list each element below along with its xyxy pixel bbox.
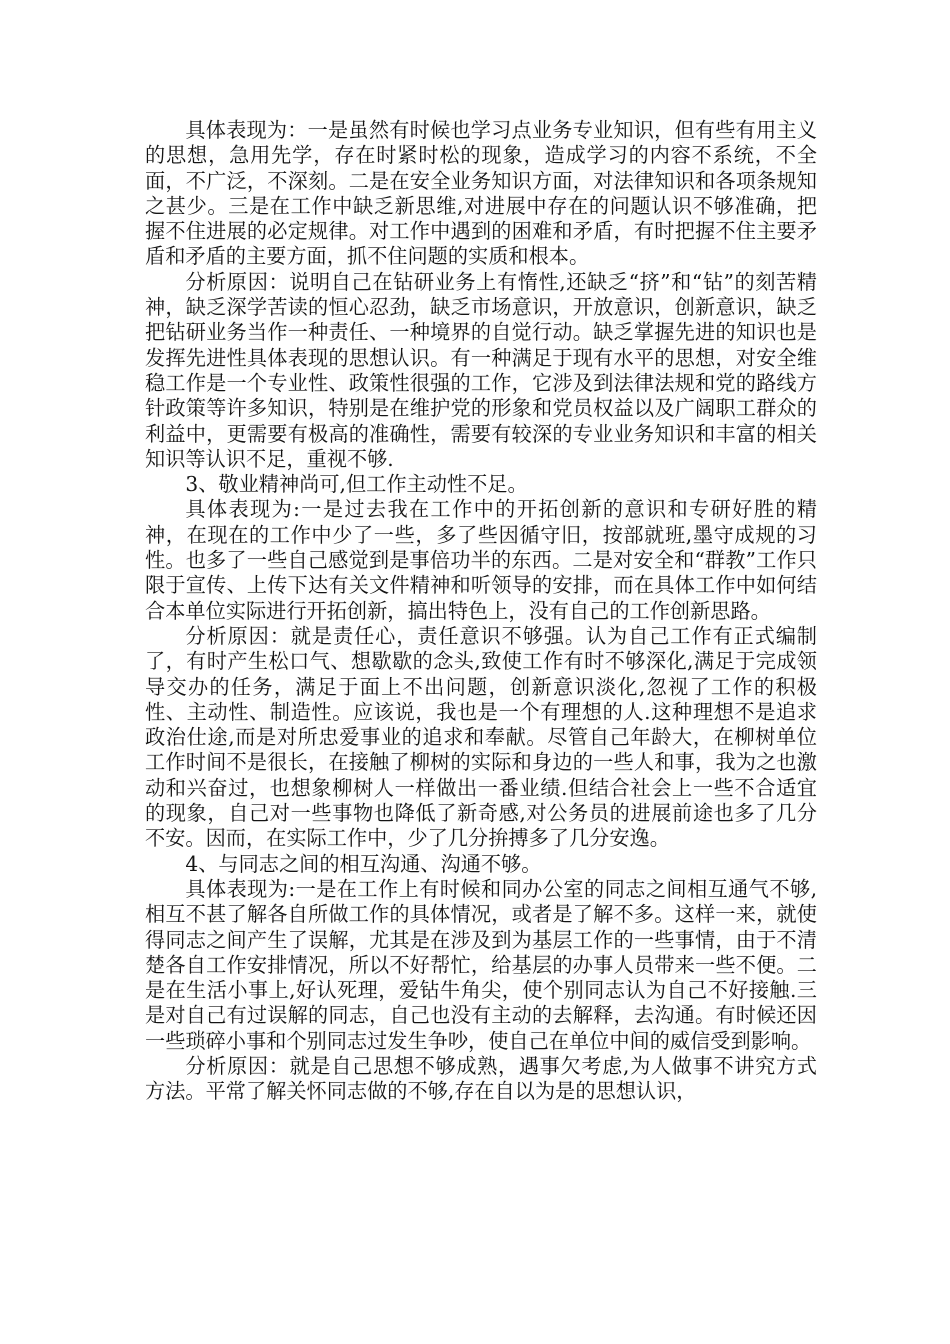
paragraph-performance-4: 具体表现为:一是在工作上有时候和同办公室的同志之间相互通气不够,相互不甚了解各自所做工作的具体情况，或者是了解不多。这样一来，就使得同志之间产生了误解，尤其是在涉及到为基层工作的一些事情，由于不清楚各自工作安排情况，所以不好帮忙，给基层的办事人员带来一些不便。二是在生活小事上,好认死理，爱钻牛角尖，使个别同志认为自己不好接触.三是对自己有过误解的同志，自己也没有主动的去解释，去沟通。有时候还因一些琐碎小事和个别同志过发生争吵，使自己在单位中间的威信受到影响。 xyxy=(145,876,817,1053)
paragraph-analysis-1: 分析原因：说明自己在钻研业务上有惰性,还缺乏“挤”和“钻”的刻苦精神，缺乏深学苦读的恒心忍劲，缺乏市场意识，开放意识，创新意识，缺乏把钻研业务当作一种责任、一种境界的自觉行动。缺乏掌握先进的知识也是发挥先进性具体表现的思想认识。有一种满足于现有水平的思想，对安全维稳工作是一个专业性、政策性很强的工作，它涉及到法律法规和党的路线方针政策等许多知识，特别是在维护党的形象和党员权益以及广阔职工群众的利益中，更需要有极高的准确性，需要有较深的专业业务知识和丰富的相关知识等认识不足，重视不够. xyxy=(145,269,817,471)
paragraph-analysis-4: 分析原因：就是自己思想不够成熟，遇事欠考虑,为人做事不讲究方式方法。平常了解关怀同志做的不够,存在自以为是的思想认识， xyxy=(145,1053,817,1104)
paragraph-performance-1: 具体表现为：一是虽然有时候也学习点业务专业知识，但有些有用主义的思想，急用先学，存在时紧时松的现象，造成学习的内容不系统，不全面，不广泛，不深刻。二是在安全业务知识方面，对法律知识和各项条规知之甚少。三是在工作中缺乏新思维,对进展中存在的问题认识不够准确，把握不住进展的必定规律。对工作中遇到的困难和矛盾，有时把握不住主要矛盾和矛盾的主要方面，抓不住问题的实质和根本。 xyxy=(145,118,817,269)
section-heading-3: 3、敬业精神尚可,但工作主动性不足。 xyxy=(185,472,528,497)
section-heading-4: 4、与同志之间的相互沟通、沟通不够。 xyxy=(185,851,542,876)
paragraph-performance-3: 具体表现为:一是过去我在工作中的开拓创新的意识和专研好胜的精神，在现在的工作中少了一些，多了些因循守旧，按部就班,墨守成规的习性。也多了一些自己感觉到是事倍功半的东西。二是对安全和“群教”工作只限于宣传、上传下达有关文件精神和听领导的安排，而在具体工作中如何结合本单位实际进行开拓创新，搞出特色上，没有自己的工作创新思路。 xyxy=(145,497,817,623)
document-body xyxy=(145,118,817,1105)
paragraph-analysis-3: 分析原因：就是责任心，责任意识不够强。认为自己工作有正式编制了，有时产生松口气、想歇歇的念头,致使工作有时不够深化,满足于完成领导交办的任务，满足于面上不出问题，创新意识淡化,忽视了工作的积极性、主动性、制造性。应该说，我也是一个有理想的人.这种理想不是追求政治仕途,而是对所忠爱事业的追求和奉献。尽管自己年龄大，在柳树单位工作时间不是很长，在接触了柳树的实际和身边的一些人和事，我为之也激动和兴奋过，也想象柳树人一样做出一番业绩.但结合社会上一些不合适宜的现象，自己对一些事物也降低了新奇感,对公务员的进展前途也多了几分不安。因而，在实际工作中，少了几分拚搏多了几分安逸。 xyxy=(145,623,817,851)
